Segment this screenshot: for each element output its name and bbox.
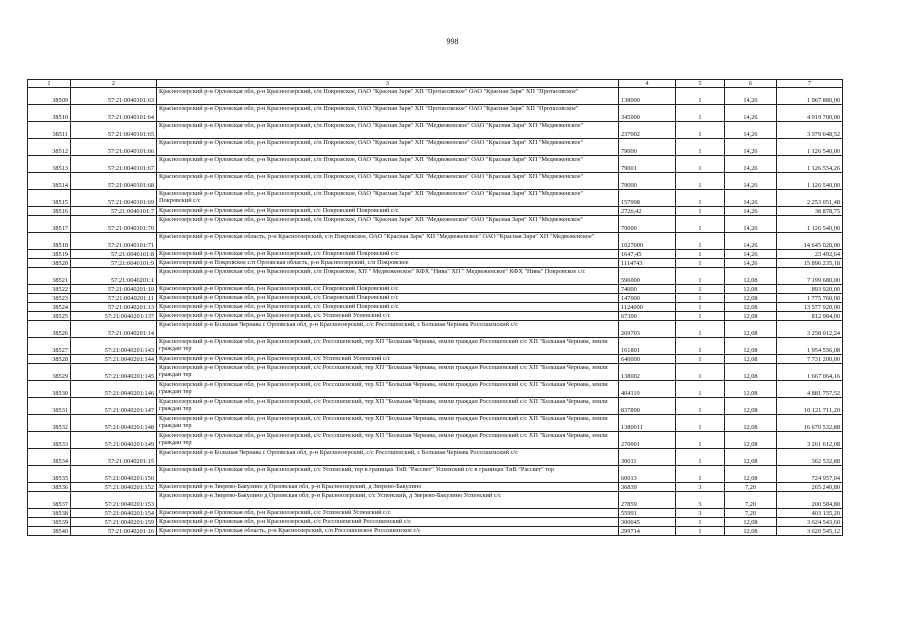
group-number: 1 bbox=[676, 156, 725, 173]
description-text: Красноозерский р-н Орловская обл, р-н Красноозерский, с/п Покровское, ОАО "Красная Заря" ХП "Медвеженское" ОАО "Красная Заря" ХП "Медвеженское" bbox=[159, 173, 584, 180]
cadastral-number: 57:21:0040101:63 bbox=[71, 88, 157, 105]
row-number: 38520 bbox=[28, 259, 71, 268]
row-number: 38537 bbox=[28, 492, 71, 509]
cadastral-number: 57:21:0040201:1 bbox=[71, 268, 157, 285]
group-number: 1 bbox=[676, 294, 725, 303]
cadastral-number: 57:21:0040201:154 bbox=[71, 509, 157, 518]
area-value: 1647,45 bbox=[619, 250, 676, 259]
table-row bbox=[28, 207, 843, 216]
description-text: Красноозерский р-н Зверево-Бакулино д Орловская обл, р-н Красноозерский, с/с Успенский, д Зверево-Бакулино Успенский с/с bbox=[159, 492, 502, 499]
table-row bbox=[28, 285, 843, 294]
row-number: 38515 bbox=[28, 190, 71, 207]
group-number: 1 bbox=[676, 364, 725, 381]
location-description bbox=[157, 509, 619, 518]
table-row bbox=[28, 449, 843, 466]
description-text: Красноозерский р-н Орловская область, р-н Красноозерский, с/п Россошенское Россошенское с/с bbox=[159, 527, 421, 534]
rate-value: 12,08 bbox=[725, 321, 777, 338]
group-number: 1 bbox=[676, 398, 725, 415]
group-number: 1 bbox=[676, 88, 725, 105]
cadastral-number: 57:21:0040201:11 bbox=[71, 294, 157, 303]
row-number: 38540 bbox=[28, 527, 71, 536]
row-number: 38525 bbox=[28, 312, 71, 321]
area-value: 596000 bbox=[619, 268, 676, 285]
location-description bbox=[157, 312, 619, 321]
row-number: 38513 bbox=[28, 156, 71, 173]
cadastral-value: 812 984,00 bbox=[777, 312, 843, 321]
cadastral-value: 1 954 556,08 bbox=[777, 338, 843, 355]
group-number: 1 bbox=[676, 122, 725, 139]
cadastral-value: 38 878,75 bbox=[777, 207, 843, 216]
table-row bbox=[28, 294, 843, 303]
rate-value: 14,26 bbox=[725, 216, 777, 233]
cadastral-number: 57:21:0040101:8 bbox=[71, 250, 157, 259]
description-text: Красноозерский р-н Орловская обл, р-н Красноозерский, с/п Покровское, ОАО "Красная Заря" ХП "Протасовское" ОАО "Красная Заря" ХП "Протасовское" bbox=[159, 105, 579, 112]
row-number: 38509 bbox=[28, 88, 71, 105]
location-description bbox=[157, 268, 619, 285]
cadastral-value: 893 920,00 bbox=[777, 285, 843, 294]
location-description bbox=[157, 415, 619, 432]
row-number: 38523 bbox=[28, 294, 71, 303]
row-number: 38536 bbox=[28, 483, 71, 492]
area-value: 30011 bbox=[619, 449, 676, 466]
cadastral-number: 57:21:0040201:145 bbox=[71, 364, 157, 381]
cadastral-number: 57:21:0040101:9 bbox=[71, 259, 157, 268]
area-value: 27859 bbox=[619, 492, 676, 509]
table-row bbox=[28, 398, 843, 415]
location-description bbox=[157, 303, 619, 312]
description-text: Красноозерский р-н Орловская обл, р-н Красноозерский, с/п Покровское, ОАО "Красная Заря" ХП "Медвеженское" ОАО "Красная Заря" ХП "Медвеженское" bbox=[159, 139, 584, 146]
area-value: 1027000 bbox=[619, 233, 676, 250]
rate-value: 14,26 bbox=[725, 156, 777, 173]
header-row bbox=[28, 80, 843, 88]
cadastral-number: 57:21:0040101:7 bbox=[71, 207, 157, 216]
location-description bbox=[157, 483, 619, 492]
description-text: Красноозерский р-н Покровское с/п Орловская область, р-н Красноозерский, с/п Покровское bbox=[159, 259, 409, 266]
table-row bbox=[28, 518, 843, 527]
location-description bbox=[157, 432, 619, 449]
cadastral-value: 2 253 051,48 bbox=[777, 190, 843, 207]
cadastral-number: 57:21:0040101:64 bbox=[71, 105, 157, 122]
description-text: Красноозерский р-н Орловская обл, р-н Красноозерский, с/п Покровское, ОАО "Красная Заря" ХП "Медвеженское" ОАО "Красная Заря" ХП "Медвеженское" bbox=[159, 216, 584, 223]
location-description bbox=[157, 173, 619, 190]
group-number: 1 bbox=[676, 259, 725, 268]
rate-value: 14,26 bbox=[725, 88, 777, 105]
table-row bbox=[28, 321, 843, 338]
row-number: 38528 bbox=[28, 355, 71, 364]
table-row bbox=[28, 338, 843, 355]
row-number: 38524 bbox=[28, 303, 71, 312]
rate-value: 12,08 bbox=[725, 303, 777, 312]
row-number: 38522 bbox=[28, 285, 71, 294]
table-row bbox=[28, 312, 843, 321]
group-number: 1 bbox=[676, 233, 725, 250]
cadastral-number: 57:21:0040101:66 bbox=[71, 139, 157, 156]
rate-value: 14,26 bbox=[725, 173, 777, 190]
rate-value: 7,20 bbox=[725, 483, 777, 492]
location-description bbox=[157, 233, 619, 250]
group-number: 1 bbox=[676, 139, 725, 156]
table-row bbox=[28, 466, 843, 483]
rate-value: 12,08 bbox=[725, 364, 777, 381]
table-row bbox=[28, 233, 843, 250]
description-text: Красноозерский р-н Орловская обл, р-н Красноозерский, с/с Покровский Покровский с/с bbox=[159, 250, 399, 257]
description-text: Красноозерский р-н Орловская обл, р-н Красноозерский, с/с Россошенский, тер ХП "Большая Чернава, земли граждан Россошенский с/с ХП "Большая Чернава, земли граждан тер bbox=[159, 364, 608, 378]
row-number: 38538 bbox=[28, 509, 71, 518]
rate-value: 14,26 bbox=[725, 233, 777, 250]
table-row bbox=[28, 216, 843, 233]
cadastral-number: 57:21:0040201:150 bbox=[71, 466, 157, 483]
cadastral-value: 3 258 012,24 bbox=[777, 321, 843, 338]
area-value: 2726,42 bbox=[619, 207, 676, 216]
location-description bbox=[157, 122, 619, 139]
group-number: 1 bbox=[676, 338, 725, 355]
cadastral-number: 57:21:0040101:70 bbox=[71, 216, 157, 233]
area-value: 345000 bbox=[619, 105, 676, 122]
column-header: 2 bbox=[71, 80, 157, 88]
cadastral-value: 4 881 757,52 bbox=[777, 381, 843, 398]
group-number: 1 bbox=[676, 190, 725, 207]
column-header: 5 bbox=[676, 80, 725, 88]
location-description bbox=[157, 285, 619, 294]
group-number: 3 bbox=[676, 509, 725, 518]
description-text: Красноозерский р-н Орловская обл, р-н Красноозерский, с/с Россошенский, тер ХП "Большая Чернава, земли граждан Россошенский с/с ХП "Большая Чернава, земли граждан тер bbox=[159, 338, 608, 352]
area-value: 270001 bbox=[619, 432, 676, 449]
row-number: 38517 bbox=[28, 216, 71, 233]
table-row bbox=[28, 259, 843, 268]
table-body bbox=[28, 88, 843, 536]
description-text: Красноозерский р-н Орловская обл, р-н Красноозерский, с/п Покровское, ОАО "Красная Заря" ХП "Медвеженское" ОАО "Красная Заря" ХП "Медвеженское" Покровский с/с bbox=[159, 190, 584, 204]
cadastral-value: 15 896 235,18 bbox=[777, 259, 843, 268]
area-value: 404119 bbox=[619, 381, 676, 398]
description-text: Красноозерский р-н Орловская обл, р-н Красноозерский, с/с Успенский, тер в границах ТнВ "Рассвет" Успенский с/с в границах ТнВ "Рассвет" тер bbox=[159, 466, 555, 473]
location-description bbox=[157, 398, 619, 415]
cadastral-value: 23 492,64 bbox=[777, 250, 843, 259]
group-number: 1 bbox=[676, 216, 725, 233]
cadastral-value: 14 645 020,00 bbox=[777, 233, 843, 250]
cadastral-number: 57:21:0040201:10 bbox=[71, 285, 157, 294]
area-value: 1380011 bbox=[619, 415, 676, 432]
cadastral-value: 3 624 543,60 bbox=[777, 518, 843, 527]
description-text: Красноозерский р-н Орловская обл, р-н Красноозерский, с/с Успенский Успенский с/с bbox=[159, 509, 391, 516]
area-value: 67300 bbox=[619, 312, 676, 321]
group-number: 1 bbox=[676, 355, 725, 364]
location-description bbox=[157, 216, 619, 233]
area-value: 837890 bbox=[619, 398, 676, 415]
cadastral-value: 3 379 648,52 bbox=[777, 122, 843, 139]
row-number: 38514 bbox=[28, 173, 71, 190]
group-number: 1 bbox=[676, 432, 725, 449]
area-value: 640000 bbox=[619, 355, 676, 364]
row-number: 38533 bbox=[28, 432, 71, 449]
cadastral-value: 13 577 920,00 bbox=[777, 303, 843, 312]
location-description bbox=[157, 381, 619, 398]
group-number: 1 bbox=[676, 285, 725, 294]
group-number: 1 bbox=[676, 312, 725, 321]
row-number: 38532 bbox=[28, 415, 71, 432]
cadastral-value: 4 919 700,00 bbox=[777, 105, 843, 122]
rate-value: 12,08 bbox=[725, 294, 777, 303]
group-number: 1 bbox=[676, 527, 725, 536]
rate-value: 12,08 bbox=[725, 432, 777, 449]
group-number: 1 bbox=[676, 321, 725, 338]
description-text: Красноозерский р-н Орловская обл, р-н Красноозерский, с/с Покровский Покровский с/с bbox=[159, 294, 399, 301]
cadastral-number: 57:21:0040101:65 bbox=[71, 122, 157, 139]
table-row bbox=[28, 492, 843, 509]
cadastral-value: 1 775 760,00 bbox=[777, 294, 843, 303]
area-value: 269703 bbox=[619, 321, 676, 338]
page-number: 998 bbox=[446, 37, 459, 46]
table-row bbox=[28, 381, 843, 398]
description-text: Красноозерский р-н Орловская обл, р-н Красноозерский, с/с Россошенский Россошенский с/с bbox=[159, 518, 412, 525]
description-text: Красноозерский р-н Орловская обл, р-н Красноозерский, с/с Россошенский, тер ХП "Большая Чернава, земли граждан Россошенский с/с ХП "Большая Чернава, земли граждан тер bbox=[159, 432, 608, 446]
row-number: 38534 bbox=[28, 449, 71, 466]
table-row bbox=[28, 415, 843, 432]
location-description bbox=[157, 449, 619, 466]
row-number: 38530 bbox=[28, 381, 71, 398]
description-text: Красноозерский р-н Орловская обл, р-н Красноозерский, с/с Покровский Покровский с/с bbox=[159, 207, 399, 214]
row-number: 38519 bbox=[28, 250, 71, 259]
group-number: 1 bbox=[676, 381, 725, 398]
description-text: Красноозерский р-н Орловская обл, р-н Красноозерский, с/с Покровский Покровский с/с bbox=[159, 303, 399, 310]
area-value: 55991 bbox=[619, 509, 676, 518]
cadastral-value: 724 957,04 bbox=[777, 466, 843, 483]
column-header: 1 bbox=[28, 80, 71, 88]
table-row bbox=[28, 303, 843, 312]
rate-value: 12,08 bbox=[725, 527, 777, 536]
description-text: Красноозерский р-н Орловская обл, р-н Красноозерский, с/с Покровский Покровский с/с bbox=[159, 285, 399, 292]
location-description bbox=[157, 88, 619, 105]
group-number: 1 bbox=[676, 449, 725, 466]
table-row bbox=[28, 250, 843, 259]
rate-value: 12,08 bbox=[725, 381, 777, 398]
rate-value: 14,26 bbox=[725, 122, 777, 139]
group-number: 1 bbox=[676, 173, 725, 190]
cadastral-number: 57:21:0040101:69 bbox=[71, 190, 157, 207]
area-value: 157998 bbox=[619, 190, 676, 207]
group-number: 1 bbox=[676, 466, 725, 483]
table-row bbox=[28, 432, 843, 449]
description-text: Красноозерский р-н Орловская обл, р-н Красноозерский, с/п Покровское, ОАО "Красная Заря" ХП "Медвеженское" ОАО "Красная Заря" ХП "Медвеженское" bbox=[159, 156, 584, 163]
row-number: 38521 bbox=[28, 268, 71, 285]
column-header: 6 bbox=[725, 80, 777, 88]
location-description bbox=[157, 466, 619, 483]
row-number: 38510 bbox=[28, 105, 71, 122]
table-row bbox=[28, 364, 843, 381]
table-row bbox=[28, 190, 843, 207]
rate-value: 12,08 bbox=[725, 338, 777, 355]
area-value: 36839 bbox=[619, 483, 676, 492]
group-number: 1 bbox=[676, 105, 725, 122]
cadastral-number: 57:21:0040201:137 bbox=[71, 312, 157, 321]
rate-value: 12,08 bbox=[725, 449, 777, 466]
location-description bbox=[157, 364, 619, 381]
table-row bbox=[28, 268, 843, 285]
table-row bbox=[28, 156, 843, 173]
description-text: Красноозерский р-н Орловская обл, р-н Красноозерский, с/с Россошенский, тер ХП "Большая Чернава, земли граждан Россошенский с/с ХП "Большая Чернава, земли граждан тер bbox=[159, 415, 608, 429]
area-value: 60013 bbox=[619, 466, 676, 483]
rate-value: 7,20 bbox=[725, 492, 777, 509]
cadastral-value: 1 967 880,00 bbox=[777, 88, 843, 105]
rate-value: 12,08 bbox=[725, 285, 777, 294]
row-number: 38518 bbox=[28, 233, 71, 250]
area-value: 300045 bbox=[619, 518, 676, 527]
cadastral-number: 57:21:0040101:71 bbox=[71, 233, 157, 250]
cadastral-number: 57:21:0040101:68 bbox=[71, 173, 157, 190]
area-value: 74000 bbox=[619, 285, 676, 294]
location-description bbox=[157, 139, 619, 156]
location-description bbox=[157, 321, 619, 338]
row-number: 38535 bbox=[28, 466, 71, 483]
cadastral-number: 57:21:0040201:148 bbox=[71, 415, 157, 432]
area-value: 138002 bbox=[619, 364, 676, 381]
description-text: Красноозерский р-н Орловская обл, р-н Красноозерский, с/п Покровское, ХП " Медвеженское" КФХ "Нива" ХП " Медвеженское" КФХ "Нива" Покровское с/с bbox=[159, 268, 586, 275]
cadastral-value: 3 620 545,12 bbox=[777, 527, 843, 536]
area-value: 1124000 bbox=[619, 303, 676, 312]
area-value: 79000 bbox=[619, 139, 676, 156]
area-value: 79000 bbox=[619, 173, 676, 190]
description-text: Красноозерский р-н Орловская обл, р-н Красноозерский, с/с Успенский Успенский с/с bbox=[159, 312, 391, 319]
rate-value: 12,08 bbox=[725, 415, 777, 432]
row-number: 38511 bbox=[28, 122, 71, 139]
cadastral-value: 7 731 200,00 bbox=[777, 355, 843, 364]
location-description bbox=[157, 492, 619, 509]
description-text: Красноозерский р-н Орловская обл, р-н Красноозерский, с/с Россошенский, тер ХП "Большая Чернава, земли граждан Россошенский с/с ХП "Большая Чернава, земли граждан тер bbox=[159, 398, 608, 412]
rate-value: 12,08 bbox=[725, 398, 777, 415]
description-text: Красноозерский р-н Большая Чернава с Орловская обл, р-н Красноозерский, с/с Россошенский, с Большая Чернава Россошенский с/с bbox=[159, 321, 518, 328]
group-number: 1 bbox=[676, 415, 725, 432]
table-row bbox=[28, 355, 843, 364]
rate-value: 12,08 bbox=[725, 268, 777, 285]
rate-value: 14,26 bbox=[725, 250, 777, 259]
row-number: 38512 bbox=[28, 139, 71, 156]
cadastral-value: 362 532,88 bbox=[777, 449, 843, 466]
table-row bbox=[28, 173, 843, 190]
cadastral-number: 57:21:0040201:144 bbox=[71, 355, 157, 364]
column-header: 7 bbox=[777, 80, 843, 88]
table-row bbox=[28, 139, 843, 156]
cadastral-number: 57:21:0040201:147 bbox=[71, 398, 157, 415]
area-value: 237002 bbox=[619, 122, 676, 139]
location-description bbox=[157, 355, 619, 364]
cadastral-number: 57:21:0040201:14 bbox=[71, 321, 157, 338]
cadastral-number: 57:21:0040201:143 bbox=[71, 338, 157, 355]
cadastral-value: 200 584,80 bbox=[777, 492, 843, 509]
row-number: 38526 bbox=[28, 321, 71, 338]
location-description bbox=[157, 338, 619, 355]
column-header: 3 bbox=[157, 80, 619, 88]
description-text: Красноозерский р-н Орловская обл, р-н Красноозерский, с/с Россошенский, тер ХП "Большая Чернава, земли граждан Россошенский с/с ХП "Большая Чернава, земли граждан тер bbox=[159, 381, 608, 395]
area-value: 1114743 bbox=[619, 259, 676, 268]
cadastral-value: 1 126 554,26 bbox=[777, 156, 843, 173]
description-text: Красноозерский р-н Зверево-Бакулино д Орловская обл, р-н Красноозерский, д Зверево-Бакулино bbox=[159, 483, 422, 490]
area-value: 147000 bbox=[619, 294, 676, 303]
location-description bbox=[157, 207, 619, 216]
cadastral-number: 57:21:0040101:67 bbox=[71, 156, 157, 173]
row-number: 38531 bbox=[28, 398, 71, 415]
location-description bbox=[157, 518, 619, 527]
cadastral-value: 1 667 064,16 bbox=[777, 364, 843, 381]
row-number: 38516 bbox=[28, 207, 71, 216]
location-description bbox=[157, 190, 619, 207]
group-number: 1 bbox=[676, 207, 725, 216]
cadastral-number: 57:21:0040201:159 bbox=[71, 518, 157, 527]
row-number: 38539 bbox=[28, 518, 71, 527]
rate-value: 7,20 bbox=[725, 509, 777, 518]
cadastral-value: 1 126 540,00 bbox=[777, 216, 843, 233]
table-row bbox=[28, 105, 843, 122]
cadastral-number: 57:21:0040201:153 bbox=[71, 492, 157, 509]
table-row bbox=[28, 483, 843, 492]
location-description bbox=[157, 527, 619, 536]
cadastral-value: 1 126 540,00 bbox=[777, 173, 843, 190]
cadastral-number: 57:21:0040201:152 bbox=[71, 483, 157, 492]
description-text: Красноозерский р-н Орловская обл, р-н Красноозерский, с/с Успенский Успенский с/с bbox=[159, 355, 391, 362]
table-row bbox=[28, 122, 843, 139]
area-value: 79000 bbox=[619, 216, 676, 233]
rate-value: 14,26 bbox=[725, 105, 777, 122]
rate-value: 12,08 bbox=[725, 466, 777, 483]
location-description bbox=[157, 105, 619, 122]
description-text: Красноозерский р-н Большая Чернава с Орловская обл, р-н Красноозерский, с/с Россошенский, с Большая Чернава Россошенский с/с bbox=[159, 449, 518, 456]
group-number: 1 bbox=[676, 303, 725, 312]
description-text: Красноозерский р-н Орловская обл, р-н Красноозерский, с/п Покровское, ОАО "Красная Заря" ХП "Протасовское" ОАО "Красная Заря" ХП "Протасовское" bbox=[159, 88, 579, 95]
cadastral-number: 57:21:0040201:16 bbox=[71, 527, 157, 536]
location-description bbox=[157, 259, 619, 268]
cadastral-number: 57:21:0040201:146 bbox=[71, 381, 157, 398]
cadastral-value: 1 126 540,00 bbox=[777, 139, 843, 156]
cadastral-value: 265 240,80 bbox=[777, 483, 843, 492]
table-row bbox=[28, 527, 843, 536]
cadastral-value: 16 670 532,88 bbox=[777, 415, 843, 432]
area-value: 79001 bbox=[619, 156, 676, 173]
rate-value: 12,08 bbox=[725, 518, 777, 527]
group-number: 1 bbox=[676, 268, 725, 285]
group-number: 3 bbox=[676, 492, 725, 509]
cadastral-value: 10 121 711,20 bbox=[777, 398, 843, 415]
rate-value: 14,26 bbox=[725, 259, 777, 268]
cadastral-register-table bbox=[27, 79, 843, 536]
cadastral-number: 57:21:0040201:149 bbox=[71, 432, 157, 449]
column-header: 4 bbox=[619, 80, 676, 88]
row-number: 38529 bbox=[28, 364, 71, 381]
area-value: 138000 bbox=[619, 88, 676, 105]
location-description bbox=[157, 294, 619, 303]
location-description bbox=[157, 250, 619, 259]
table-row bbox=[28, 509, 843, 518]
cadastral-value: 403 135,20 bbox=[777, 509, 843, 518]
description-text: Красноозерский р-н Орловская обл, р-н Красноозерский, с/п Покровское, ОАО "Красная Заря" ХП "Медвеженское" ОАО "Красная Заря" ХП "Медвеженское" bbox=[159, 122, 584, 129]
row-number: 38527 bbox=[28, 338, 71, 355]
group-number: 1 bbox=[676, 518, 725, 527]
cadastral-number: 57:21:0040201:13 bbox=[71, 303, 157, 312]
group-number: 3 bbox=[676, 483, 725, 492]
description-text: Красноозерский р-н Орловская область, р-н Красноозерский, с/п Покровское, ОАО "Красная Заря" ХП "Медвеженское" ОАО "Красная Заря" ХП "Медвеженское" bbox=[159, 233, 595, 240]
location-description bbox=[157, 156, 619, 173]
cadastral-value: 7 199 680,00 bbox=[777, 268, 843, 285]
rate-value: 12,08 bbox=[725, 355, 777, 364]
area-value: 299714 bbox=[619, 527, 676, 536]
rate-value: 14,26 bbox=[725, 139, 777, 156]
area-value: 161801 bbox=[619, 338, 676, 355]
rate-value: 14,26 bbox=[725, 207, 777, 216]
table-row bbox=[28, 88, 843, 105]
rate-value: 14,26 bbox=[725, 190, 777, 207]
cadastral-value: 3 261 612,08 bbox=[777, 432, 843, 449]
rate-value: 12,08 bbox=[725, 312, 777, 321]
cadastral-number: 57:21:0040201:15 bbox=[71, 449, 157, 466]
group-number: 1 bbox=[676, 250, 725, 259]
